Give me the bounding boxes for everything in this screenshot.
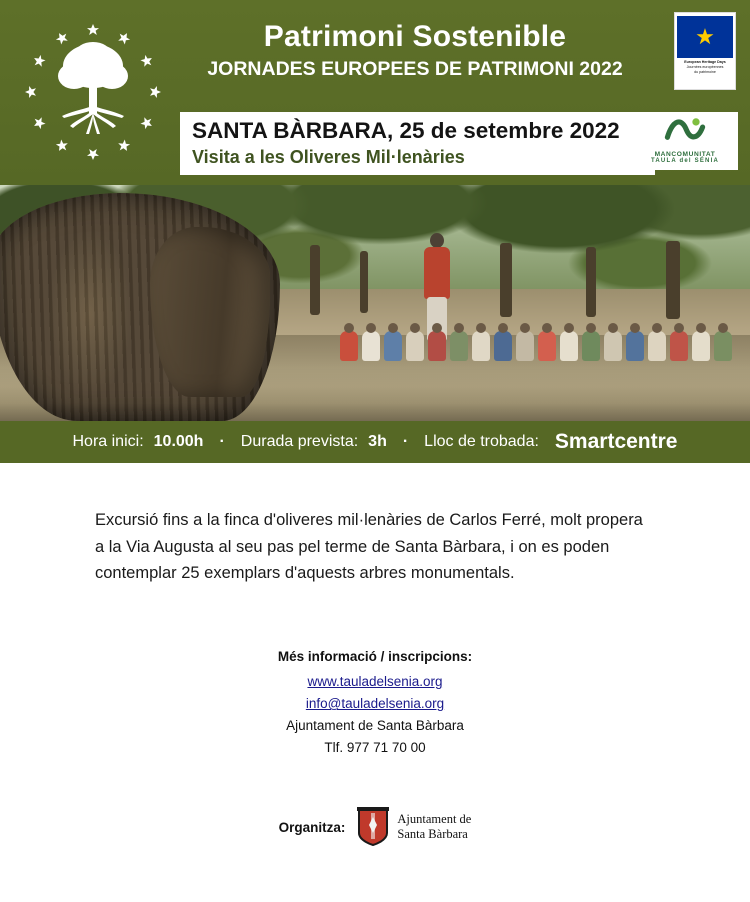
tree-logo-icon xyxy=(18,14,168,169)
olive-trunk-secondary xyxy=(150,227,270,397)
poster-body xyxy=(0,507,750,847)
organizer-block xyxy=(95,807,655,847)
event-photo xyxy=(0,185,750,421)
eu-logo-line2: Journées européennes xyxy=(686,65,724,70)
meeting-point-value: Smartcentre xyxy=(554,430,678,453)
event-visit-title: Visita a les Oliveres Mil·lenàries xyxy=(192,146,465,167)
organizer-name-line2: Santa Bàrbara xyxy=(397,827,468,842)
contact-title: Més informació / inscripcions: xyxy=(277,649,473,665)
organizer-name xyxy=(397,812,471,843)
page-title: Patrimoni Sostenible xyxy=(263,20,567,53)
page-subtitle: JORNADES EUROPEES DE PATRIMONI 2022 xyxy=(207,58,623,80)
eu-flag-box xyxy=(677,16,733,58)
mancomunitat-name-line1: MANCOMUNITAT xyxy=(654,151,716,158)
meeting-point-label: Lloc de trobada: xyxy=(424,433,539,450)
organizer-logo xyxy=(357,807,471,847)
european-heritage-tree-logo xyxy=(18,14,168,169)
eu-figure-icon: ★ xyxy=(695,24,715,49)
website-link[interactable]: www.tauladelsenia.org xyxy=(307,674,443,690)
eu-logo-line3: du patrimoine xyxy=(694,70,716,75)
poster-header xyxy=(0,0,750,185)
coat-of-arms-icon xyxy=(357,807,389,847)
contact-entity: Ajuntament de Santa Bàrbara xyxy=(286,718,464,734)
event-info-bar xyxy=(0,421,750,463)
start-time-label: Hora inici: xyxy=(72,433,144,450)
duration-label: Durada prevista: xyxy=(240,433,359,450)
eu-logo-line1: European Heritage Days xyxy=(684,60,726,64)
email-link[interactable]: info@tauladelsenia.org xyxy=(305,696,445,712)
mancomunitat-name-line2: TAULA del SÉNIA xyxy=(650,158,719,164)
event-place-date: SANTA BÀRBARA, 25 de setembre 2022 xyxy=(192,118,620,143)
background-tree xyxy=(360,251,368,313)
contact-phone: Tlf. 977 71 70 00 xyxy=(324,740,426,756)
event-banner xyxy=(180,112,655,175)
event-description: Excursió fins a la finca d'oliveres mil·lenàries de Carlos Ferré, molt propera a la Via Augusta al seu pas pel terme de Santa Bàrbara, i on es poden contemplar 25 exemplars d'aquests arbres monumentals. xyxy=(95,511,643,583)
mancomunitat-mark-icon xyxy=(663,115,707,145)
background-tree xyxy=(310,245,320,315)
header-title-block xyxy=(180,20,650,80)
organizer-label: Organitza: xyxy=(278,819,346,835)
info-separator-2: · xyxy=(402,433,409,450)
photo-bottom-fade xyxy=(0,403,750,421)
mancomunitat-logo xyxy=(632,112,738,170)
start-time-value: 10.00h xyxy=(153,433,204,450)
info-separator-1: · xyxy=(219,433,225,450)
seated-group xyxy=(340,305,750,361)
european-heritage-days-logo xyxy=(674,12,736,90)
organizer-name-line1: Ajuntament de xyxy=(397,811,472,826)
contact-block xyxy=(95,649,655,755)
duration-value: 3h xyxy=(368,433,387,450)
